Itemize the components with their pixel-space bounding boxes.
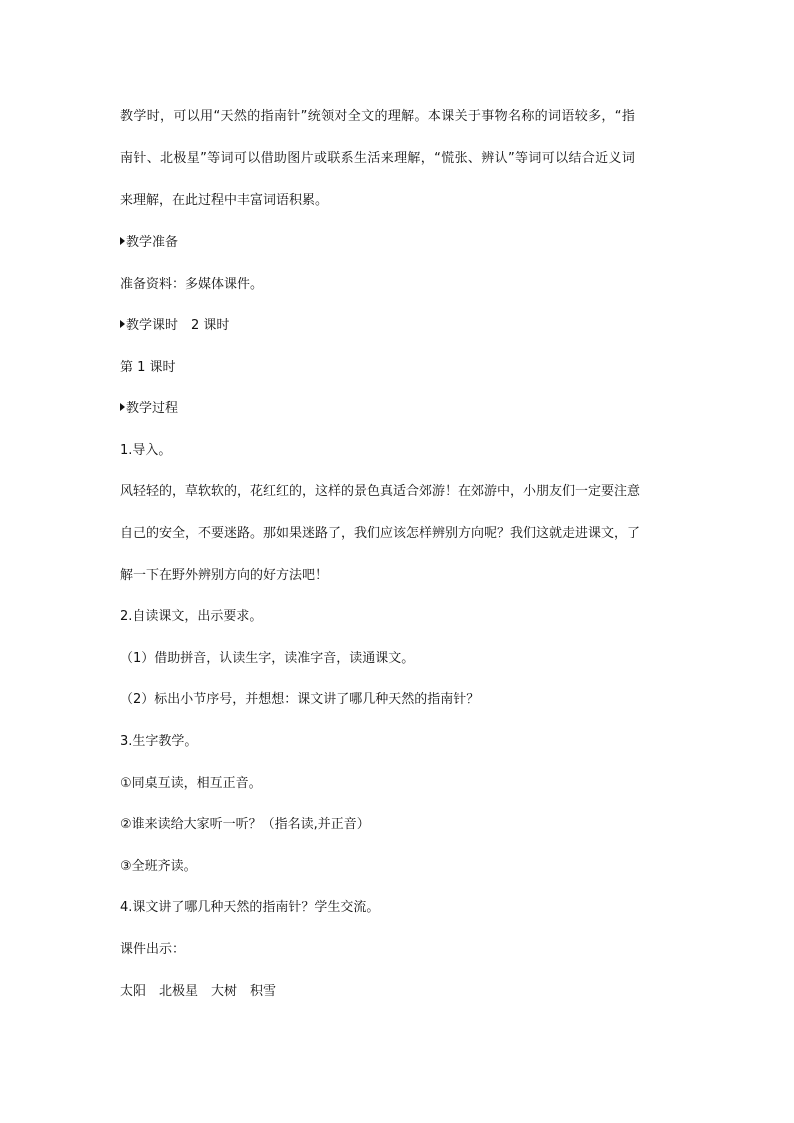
step-3-item-2: ②谁来读给大家听一听？（指名读,并正音）	[120, 817, 370, 832]
step-2-item-2: （2）标出小节序号，并想想：课文讲了哪几种天然的指南针？	[120, 692, 480, 707]
hours-heading	[120, 316, 229, 336]
process-heading-text: 教学过程	[126, 401, 179, 416]
step-1-line-2: 自己的安全，不要迷路。那如果迷路了，我们应该怎样辨别方向呢？我们这就走进课文，了	[120, 526, 641, 541]
step-3-item-1: ①同桌互读，相互正音。	[120, 776, 262, 791]
lesson-label: 第 1 课时	[120, 360, 176, 375]
step-3-item-3: ③全班齐读。	[120, 859, 197, 874]
courseware-label: 课件出示：	[120, 942, 186, 957]
step-1-line-1: 风轻轻的，草软软的，花红红的，这样的景色真适合郊游！在郊游中，小朋友们一定要注意	[120, 484, 641, 499]
prep-heading-text: 教学准备	[126, 235, 179, 250]
prep-text: 准备资料：多媒体课件。	[120, 277, 264, 292]
courseware-items: 太阳 北极星 大树 积雪	[120, 984, 277, 999]
step-2-title: 2.自读课文，出示要求。	[120, 609, 263, 624]
triangle-bullet-icon	[120, 320, 125, 328]
step-3-title: 3.生字教学。	[120, 734, 198, 749]
intro-line-2: 南针、北极星”等词可以借助图片或联系生活来理解，“慌张、辨认”等词可以结合近义词	[120, 151, 636, 166]
hours-heading-text: 教学课时 2 课时	[126, 318, 230, 333]
triangle-bullet-icon	[120, 403, 125, 411]
step-1-line-3: 解一下在野外辨别方向的好方法吧！	[120, 568, 329, 583]
intro-line-3: 来理解，在此过程中丰富词语积累。	[120, 193, 329, 208]
prep-heading	[120, 233, 178, 253]
triangle-bullet-icon	[120, 237, 125, 245]
step-4-title: 4.课文讲了哪几种天然的指南针？学生交流。	[120, 900, 380, 915]
step-1-title: 1.导入。	[120, 443, 172, 458]
process-heading	[120, 399, 178, 419]
intro-line-1: 教学时，可以用“天然的指南针”统领对全文的理解。本课关于事物名称的词语较多，“指	[120, 109, 636, 124]
step-2-item-1: （1）借助拼音，认读生字，读准字音，读通课文。	[120, 651, 415, 666]
